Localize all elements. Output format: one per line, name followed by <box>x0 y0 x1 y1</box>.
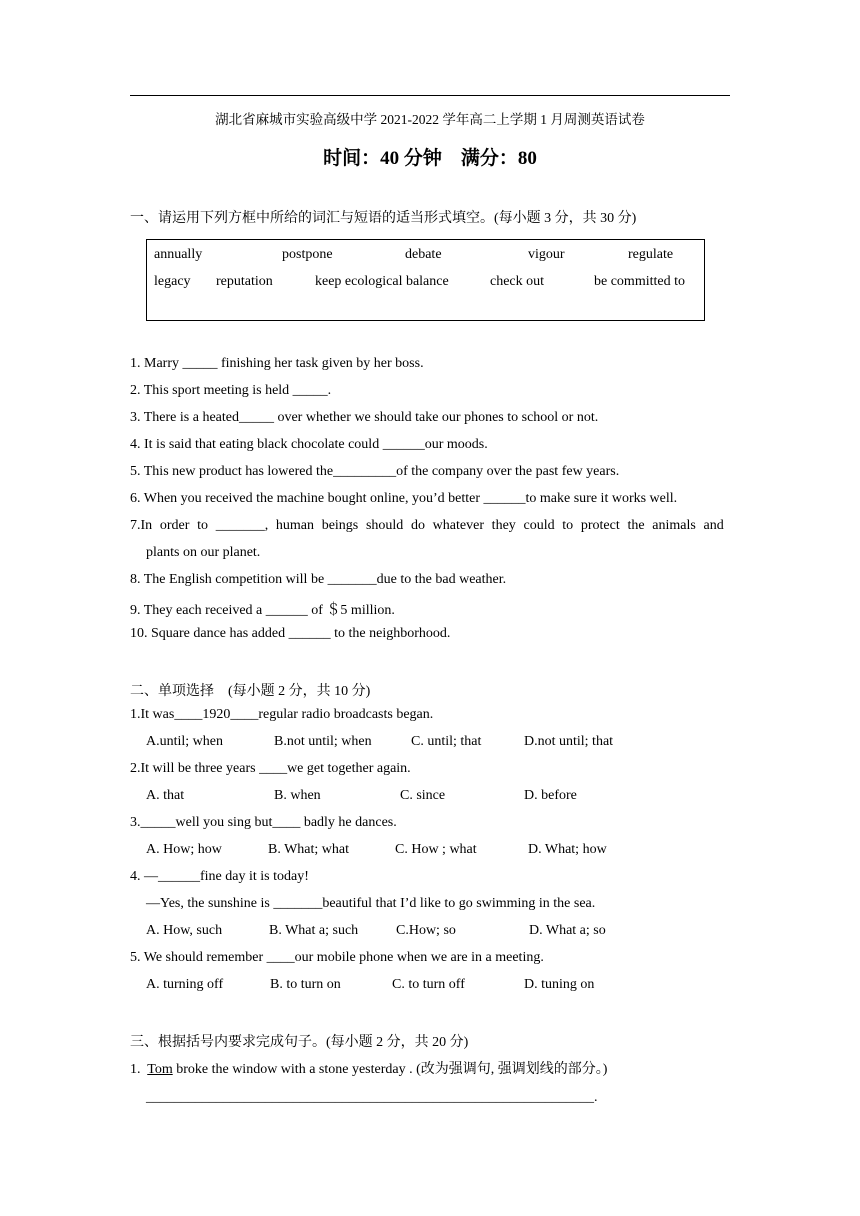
mc-question-1: 1.It was____1920____regular radio broadcasts began. <box>130 707 434 722</box>
question-1-9: 9. They each received a ______ of ＄5 million. <box>130 603 395 618</box>
mc-option: C. until; that <box>411 734 482 749</box>
mc-option: A. that <box>146 788 185 803</box>
mc-question-4-reply: —Yes, the sunshine is _______beautiful that I’d like to go swimming in the sea. <box>146 896 596 911</box>
question-1-4: 4. It is said that eating black chocolate could ______our moods. <box>130 437 488 452</box>
top-rule <box>130 95 730 96</box>
word-item: reputation <box>216 274 273 289</box>
question-number: 1. <box>130 1062 148 1077</box>
word-item: regulate <box>628 247 674 262</box>
mc-option: C. to turn off <box>392 977 465 992</box>
question-text: broke the window with a stone yesterday . (改为强调句, 强调划线的部分。) <box>172 1062 608 1077</box>
question-1-7: 7.In order to _______, human beings should do whatever they could to protect the animals and <box>130 518 724 533</box>
word-item: annually <box>154 247 203 262</box>
mc-option: D.not until; that <box>524 734 614 749</box>
word-item: legacy <box>154 274 191 289</box>
question-1-1: 1. Marry _____ finishing her task given by her boss. <box>130 356 424 371</box>
question-1-10: 10. Square dance has added ______ to the neighborhood. <box>130 626 451 641</box>
mc-option: A.until; when <box>146 734 223 749</box>
mc-option: B. to turn on <box>270 977 341 992</box>
mc-question-2: 2.It will be three years ____we get together again. <box>130 761 411 776</box>
exam-header: 湖北省麻城市实验高级中学 2021-2022 学年高二上学期 1 月周测英语试卷 <box>215 112 645 127</box>
question-1-5: 5. This new product has lowered the_________of the company over the past few years. <box>130 464 620 479</box>
word-item: keep ecological balance <box>315 274 449 289</box>
answer-blank: ________________________________________________________________. <box>146 1090 598 1105</box>
mc-question-4: 4. —______fine day it is today! <box>130 869 309 884</box>
question-1-7-cont: plants on our planet. <box>146 545 261 560</box>
mc-question-5: 5. We should remember ____our mobile phone when we are in a meeting. <box>130 950 544 965</box>
word-item: check out <box>490 274 545 289</box>
word-item: vigour <box>528 247 565 262</box>
mc-question-3: 3._____well you sing but____ badly he dances. <box>130 815 397 830</box>
exam-title: 时间：40 分钟 满分：80 <box>323 148 537 169</box>
word-item: postpone <box>282 247 333 262</box>
section2-heading: 二、单项选择 (每小题 2 分，共 10 分) <box>130 684 371 699</box>
question-1-2: 2. This sport meeting is held _____. <box>130 383 332 398</box>
mc-option: B.not until; when <box>274 734 372 749</box>
word-box <box>146 239 705 321</box>
mc-option: D. What; how <box>528 842 607 857</box>
section1-heading: 一、请运用下列方框中所给的词汇与短语的适当形式填空。(每小题 3 分，共 30 分) <box>130 211 637 226</box>
question-1-8: 8. The English competition will be _______due to the bad weather. <box>130 572 507 587</box>
mc-option: C. since <box>400 788 446 803</box>
mc-option: A. How, such <box>146 923 223 938</box>
mc-option: B. when <box>274 788 321 803</box>
mc-option: A. How; how <box>146 842 222 857</box>
rewrite-question-1 <box>130 1058 607 1078</box>
mc-option: D. before <box>524 788 577 803</box>
mc-option: B. What a; such <box>269 923 359 938</box>
mc-option: C.How; so <box>396 923 456 938</box>
question-1-6: 6. When you received the machine bought online, you’d better ______to make sure it works well. <box>130 491 678 506</box>
word-item: be committed to <box>594 274 685 289</box>
mc-option: B. What; what <box>268 842 350 857</box>
question-1-3: 3. There is a heated_____ over whether we should take our phones to school or not. <box>130 410 599 425</box>
word-item: debate <box>405 247 442 262</box>
mc-option: D. tuning on <box>524 977 595 992</box>
underlined-subject: Tom <box>147 1062 173 1077</box>
mc-option: C. How ; what <box>395 842 477 857</box>
section3-heading: 三、根据括号内要求完成句子。(每小题 2 分，共 20 分) <box>130 1035 469 1050</box>
mc-option: A. turning off <box>146 977 224 992</box>
mc-option: D. What a; so <box>529 923 606 938</box>
